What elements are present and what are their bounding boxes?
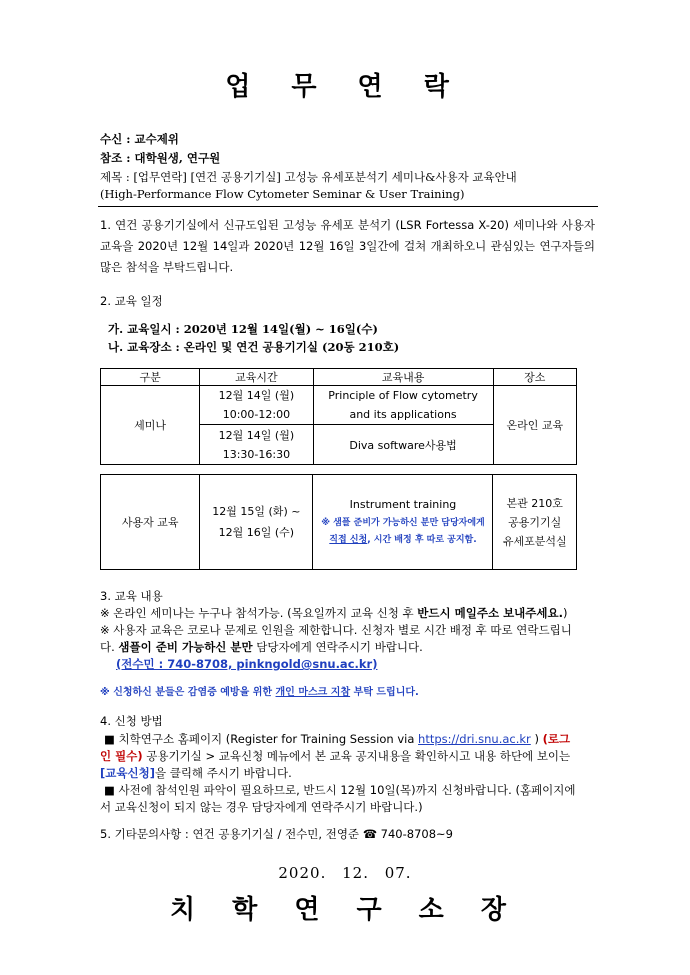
section-3-line-2: ※ 사용자 교육은 코로나 문제로 인원을 제한합니다. 신청자 별로 시간 배정 후 따로 연락드립니: [100, 623, 572, 637]
training-note-line-1: ※ 샘플 준비가 가능하신 분만 담당자에게: [321, 517, 485, 528]
time-day: 12월 14일 (월): [218, 428, 295, 442]
registration-link[interactable]: https://dri.snu.ac.kr: [418, 732, 531, 746]
document-title: 업 무 연 락: [225, 72, 465, 102]
section-4-line-1: [104, 731, 570, 747]
contact-info[interactable]: (전수민 : 740-8708, pinkngold@snu.ac.kr): [116, 657, 378, 671]
training-category-cell: 사용자 교육: [101, 475, 200, 570]
section-5-text: 5. 기타문의사항 : 연건 공용기기실 / 전수민, 전영준 ☎ 740-8708~9: [100, 827, 453, 841]
time-range: 10:00-12:00: [222, 408, 291, 421]
recipient-line: 수신 : 교수제위: [100, 132, 179, 146]
text: ): [530, 732, 543, 746]
header-place: 장소: [493, 369, 576, 386]
seminar-place-cell: 온라인 교육: [493, 386, 576, 465]
login-required-text: (로그: [542, 732, 571, 746]
signature-title: 치 학 연 구 소 장: [170, 895, 520, 925]
section-4-line-3: [100, 765, 292, 781]
subject-line: 제목 : [업무연락] [연건 공용기기실] 고성능 유세포분석기 세미나&사용자 교육안내: [100, 170, 517, 184]
place-line: 공용기기실: [508, 515, 562, 529]
header-divider: [98, 206, 598, 207]
place-line: 본관 210호: [506, 496, 563, 510]
bold-text: 반드시 메일주소 보내주세요.: [417, 606, 563, 620]
header-time: 교육시간: [200, 369, 313, 386]
place-line: 유세포분석실: [502, 534, 567, 548]
text: ■ 치학연구소 홈페이지 (Register for Training Session via: [104, 732, 419, 746]
training-title: Instrument training: [349, 497, 457, 511]
reference-line: 참조 : 대학원생, 연구원: [100, 151, 221, 165]
time-end: 12월 16일 (수): [218, 526, 295, 539]
schedule-place-line: 나. 교육장소 : 온라인 및 연건 공용기기실 (20동 210호): [108, 340, 400, 354]
text: ): [562, 606, 568, 620]
time-start: 12월 15일 (화) ~: [212, 505, 301, 518]
seminar-schedule-table: [100, 368, 577, 465]
time-range: 13:30-16:30: [222, 447, 291, 461]
apply-button-text: [교육신청]: [100, 766, 155, 780]
seminar-category-cell: 세미나: [101, 386, 200, 465]
section-4-heading: 4. 신청 방법: [100, 714, 163, 728]
subject-english-line: (High-Performance Flow Cytometer Seminar & User Training): [100, 187, 465, 201]
text: ※ 온라인 세미나는 누구나 참석가능. (목요일까지 교육 신청 후: [100, 606, 418, 620]
direct-apply-text: 직접 신청: [329, 534, 368, 545]
seminar-content-2-cell: Diva software사용법: [313, 425, 493, 465]
training-place-cell: [493, 475, 577, 570]
seminar-time-2-cell: [200, 425, 313, 465]
bold-text: 샘플이 준비 가능하신 분만: [118, 640, 253, 654]
section-2-heading: 2. 교육 일정: [100, 294, 163, 308]
schedule-date-line: 가. 교육일시 : 2020년 12월 14일(월) ~ 16일(수): [108, 322, 378, 336]
section-4-line-5: 서 교육신청이 되지 않는 경우 담당자에게 연락주시기 바랍니다.): [100, 800, 423, 814]
note-rest: , 시간 배정 후 따로 공지함.: [367, 534, 477, 545]
content-line: and its applications: [349, 408, 457, 421]
section-4-line-4: ■ 사전에 참석인원 파악이 필요하므로, 반드시 12월 10일(목)까지 신청바랍니다. (홈페이지에: [104, 783, 576, 797]
text: 을 클릭해 주시기 바랍니다.: [154, 766, 292, 780]
text: 담당자에게 연락주시기 바랍니다.: [252, 640, 423, 654]
section-3-line-3: [100, 639, 423, 655]
content-line: Principle of Flow cytometry: [328, 389, 478, 402]
training-time-cell: [200, 475, 313, 570]
seminar-content-1-cell: [313, 386, 493, 425]
header-content: 교육내용: [313, 369, 493, 386]
header-category: 구분: [101, 369, 200, 386]
section-3-heading: 3. 교육 내용: [100, 589, 163, 603]
training-content-cell: [313, 475, 493, 570]
section-4-line-2: [100, 748, 570, 764]
text: 부탁 드립니다.: [350, 687, 419, 698]
login-required-text: 인 필수): [100, 749, 143, 763]
section-3-line-1: [100, 605, 567, 621]
user-training-table: [100, 474, 577, 570]
underlined-text: 개인 마스크 지참: [275, 687, 351, 698]
document-date: 2020. 12. 07.: [278, 864, 412, 882]
seminar-time-1-cell: [200, 386, 313, 425]
mask-notice: [100, 683, 419, 698]
time-day: 12월 14일 (월): [218, 389, 295, 402]
text: 다.: [100, 640, 119, 654]
text: ※ 신청하신 분들은 감염증 예방을 위한: [100, 687, 276, 698]
training-note-line-2: [313, 532, 492, 549]
text: 공용기기실 > 교육신청 메뉴에서 본 교육 공지내용을 확인하시고 내용 하단에 보이는: [142, 749, 571, 763]
section-1-text: 1. 연건 공용기기실에서 신규도입된 고성능 유세포 분석기 (LSR Fortessa X-20) 세미나와 사용자 교육을 2020년 12월 14일과 2020년 12월 16일 3일간에 걸쳐 개최하오니 관심있는 연구자들의 많은 참석을 부탁드립니다.: [100, 218, 595, 274]
